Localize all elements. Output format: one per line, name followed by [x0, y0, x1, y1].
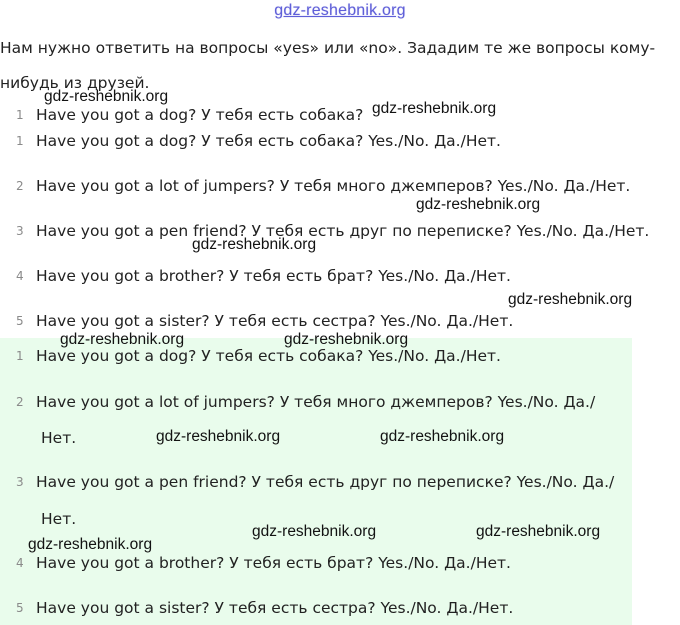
item-number: 5	[16, 601, 24, 615]
item-text: Have you got a brother? У тебя есть брат? Yes./No. Да./Нет.	[36, 267, 511, 285]
item-number: 4	[16, 269, 24, 283]
watermark: gdz-reshebnik.org	[156, 428, 281, 445]
watermark: gdz-reshebnik.org	[192, 236, 317, 253]
answer-item-continuation: Нет.	[41, 510, 77, 528]
watermark: gdz-reshebnik.org	[28, 536, 153, 553]
item-text: Have you got a sister? У тебя есть сестра? Yes./No. Да./Нет.	[36, 599, 514, 617]
site-header-link[interactable]: gdz-reshebnik.org	[274, 2, 406, 19]
item-number: 4	[16, 556, 24, 570]
item-number: 3	[16, 224, 24, 238]
item-text: Have you got a lot of jumpers? У тебя много джемперов? Yes./No. Да./Нет.	[36, 177, 631, 195]
watermark: gdz-reshebnik.org	[44, 88, 169, 105]
answer-item-continuation: Нет.	[41, 429, 77, 447]
item-text: Have you got a dog? У тебя есть собака? Yes./No. Да./Нет.	[36, 132, 501, 150]
item-number: 2	[16, 179, 24, 193]
item-text: Have you got a brother? У тебя есть брат? Yes./No. Да./Нет.	[36, 554, 511, 572]
item-text: Have you got a pen friend? У тебя есть друг по переписке? Yes./No. Да./	[36, 473, 615, 491]
watermark: gdz-reshebnik.org	[372, 100, 497, 117]
watermark: gdz-reshebnik.org	[284, 331, 409, 348]
watermark: gdz-reshebnik.org	[252, 523, 377, 540]
intro-line-2: нибудь из друзей.	[0, 74, 150, 92]
watermark: gdz-reshebnik.org	[416, 196, 541, 213]
item-text: Have you got a pen friend? У тебя есть друг по переписке? Yes./No. Да./Нет.	[36, 222, 650, 240]
item-number: 3	[16, 475, 24, 489]
watermark: gdz-reshebnik.org	[380, 428, 505, 445]
watermark: gdz-reshebnik.org	[476, 523, 601, 540]
item-number: 1	[16, 134, 24, 148]
item-text: Have you got a dog? У тебя есть собака? Yes./No. Да./Нет.	[36, 347, 501, 365]
item-number: 1	[16, 349, 24, 363]
item-number: 5	[16, 314, 24, 328]
item-number: 2	[16, 395, 24, 409]
item-number: 1	[16, 108, 24, 122]
item-text: Have you got a dog? У тебя есть собака?	[36, 106, 364, 124]
intro-line-1: Нам нужно ответить на вопросы «yes» или «no». Зададим те же вопросы кому-	[0, 39, 656, 57]
watermark: gdz-reshebnik.org	[60, 331, 185, 348]
item-text: Have you got a sister? У тебя есть сестра? Yes./No. Да./Нет.	[36, 312, 514, 330]
item-text: Have you got a lot of jumpers? У тебя много джемперов? Yes./No. Да./	[36, 393, 596, 411]
watermark: gdz-reshebnik.org	[508, 291, 633, 308]
